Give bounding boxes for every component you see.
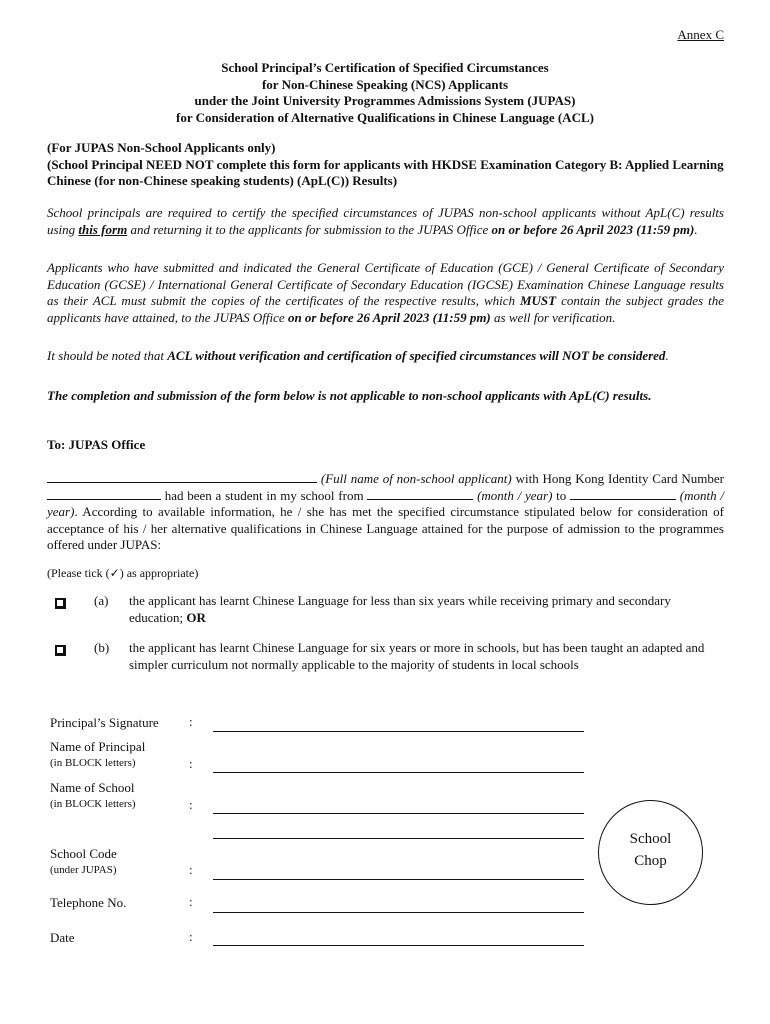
chop-text-line-1: School bbox=[629, 831, 672, 847]
title-line-4: for Consideration of Alternative Qualifications in Chinese Language (ACL) bbox=[176, 109, 594, 125]
telephone-colon: : bbox=[189, 894, 193, 909]
tick-instruction: (Please tick (✓) as appropriate) bbox=[47, 566, 199, 580]
date-colon: : bbox=[189, 929, 193, 944]
school-name-line-2[interactable] bbox=[213, 838, 584, 839]
option-a-text bbox=[129, 593, 721, 626]
title-line-1: School Principal’s Certification of Specified Circumstances bbox=[221, 60, 549, 75]
month-year-hint-2: (month / year) bbox=[47, 487, 724, 519]
school-code-title: School Code bbox=[50, 846, 117, 861]
para2-must: MUST bbox=[519, 293, 557, 308]
notice-line-1: (For JUPAS Non-School Applicants only) bbox=[47, 140, 276, 155]
para2-text-a: Applicants who have submitted and indicated the General Certificate of Education (GCE) / General Certificate of Secondary Education (GCSE) / International General Certificate of Secondary Education (IGCSE) Examination Chinese Language results as their ACL must submit the copies of the certificates of the respective results, which bbox=[47, 260, 724, 308]
instruction-paragraph-3 bbox=[47, 348, 724, 365]
school-code-colon: : bbox=[189, 862, 193, 877]
date-line[interactable] bbox=[213, 945, 584, 946]
school-code-label bbox=[50, 845, 117, 879]
from-date-blank[interactable] bbox=[367, 488, 473, 500]
para2-text-c: contain the subject grades the applicants have attained, to the JUPAS Office bbox=[47, 293, 724, 325]
option-a-checkbox[interactable] bbox=[55, 598, 66, 609]
school-code-line[interactable] bbox=[213, 879, 584, 880]
para1-text-c: and returning it to the applicants for submission to the JUPAS Office bbox=[127, 221, 492, 237]
form-title bbox=[0, 60, 770, 126]
principal-name-label bbox=[50, 738, 145, 772]
title-line-3: under the Joint University Programmes Admissions System (JUPAS) bbox=[194, 93, 576, 108]
para1-text-a: School principals are required to certify the specified circumstances of JUPAS non-school applicants without ApL(C) results using bbox=[47, 205, 724, 237]
full-name-hint: (Full name of non-school applicant) bbox=[320, 471, 512, 486]
certification-statement bbox=[47, 471, 724, 554]
principal-name-line[interactable] bbox=[213, 772, 584, 773]
instruction-paragraph-1 bbox=[47, 205, 724, 238]
option-a-label: (a) bbox=[94, 593, 109, 608]
para3-warning: ACL without verification and certification of specified circumstances will NOT be considered bbox=[167, 348, 666, 363]
school-name-title: Name of School bbox=[50, 780, 135, 795]
title-line-2: for Non-Chinese Speaking (NCS) Applicants bbox=[261, 76, 509, 92]
telephone-line[interactable] bbox=[213, 912, 584, 913]
statement-text-1: with Hong Kong Identity Card Number bbox=[511, 471, 725, 486]
statement-text-3: to bbox=[552, 487, 571, 503]
principal-name-title: Name of Principal bbox=[50, 739, 146, 754]
chop-text-line-2: Chop bbox=[634, 853, 667, 869]
principal-name-sub: (in BLOCK letters) bbox=[50, 757, 136, 769]
option-b-checkbox[interactable] bbox=[55, 645, 66, 656]
applicability-notice bbox=[47, 140, 724, 190]
school-name-sub: (in BLOCK letters) bbox=[50, 798, 136, 810]
school-name-colon: : bbox=[189, 797, 193, 812]
para1-deadline: on or before 26 April 2023 (11:59 pm) bbox=[491, 221, 695, 237]
to-date-blank[interactable] bbox=[570, 488, 676, 500]
applicant-name-blank[interactable] bbox=[47, 471, 317, 483]
annex-label: Annex C bbox=[677, 27, 724, 42]
para2-text-e: as well for verification. bbox=[490, 309, 616, 325]
addressee: To: JUPAS Office bbox=[47, 437, 146, 452]
para3-text-c: . bbox=[665, 348, 669, 363]
month-year-hint-1: (month / year) bbox=[477, 487, 553, 503]
date-label: Date bbox=[50, 930, 75, 945]
statement-text-2: had been a student in my school from bbox=[161, 487, 368, 503]
para1-text-e: . bbox=[694, 221, 698, 237]
signature-line[interactable] bbox=[213, 731, 584, 732]
signature-label: Principal’s Signature bbox=[50, 715, 159, 730]
principal-name-colon: : bbox=[189, 756, 193, 771]
school-name-line[interactable] bbox=[213, 813, 584, 814]
para3-text-a: It should be noted that bbox=[47, 348, 168, 363]
school-name-label bbox=[50, 779, 136, 813]
option-a-or: OR bbox=[186, 609, 206, 625]
option-b-text: the applicant has learnt Chinese Language for six years or more in schools, but has been taught an adapted and simpler curriculum not normally applicable to the majority of students in local schools bbox=[129, 640, 705, 672]
para1-this-form: this form bbox=[78, 221, 128, 237]
option-b-label: (b) bbox=[94, 640, 110, 655]
instruction-paragraph-4: The completion and submission of the form below is not applicable to non-school applicants with ApL(C) results. bbox=[47, 388, 652, 403]
para2-deadline: on or before 26 April 2023 (11:59 pm) bbox=[287, 309, 491, 325]
instruction-paragraph-2 bbox=[47, 260, 724, 326]
hkid-number-blank[interactable] bbox=[47, 488, 161, 500]
statement-text-4: . According to available information, he / she has met the specified circumstance stipulated below for consideration of acceptance of his / her alternative qualifications in Chinese Language attained for the purpose of admission to the programmes offered under JUPAS: bbox=[47, 504, 724, 552]
telephone-label: Telephone No. bbox=[50, 895, 127, 910]
school-code-sub: (under JUPAS) bbox=[50, 864, 117, 876]
option-a-description: the applicant has learnt Chinese Language for less than six years while receiving primary and secondary education; bbox=[129, 593, 671, 625]
school-chop-circle bbox=[598, 800, 703, 905]
notice-line-2: (School Principal NEED NOT complete this form for applicants with HKDSE Examination Category B: Applied Learning Chinese (for non-Chinese speaking students) (ApL(C)) Results) bbox=[47, 156, 724, 188]
signature-colon: : bbox=[189, 714, 193, 729]
